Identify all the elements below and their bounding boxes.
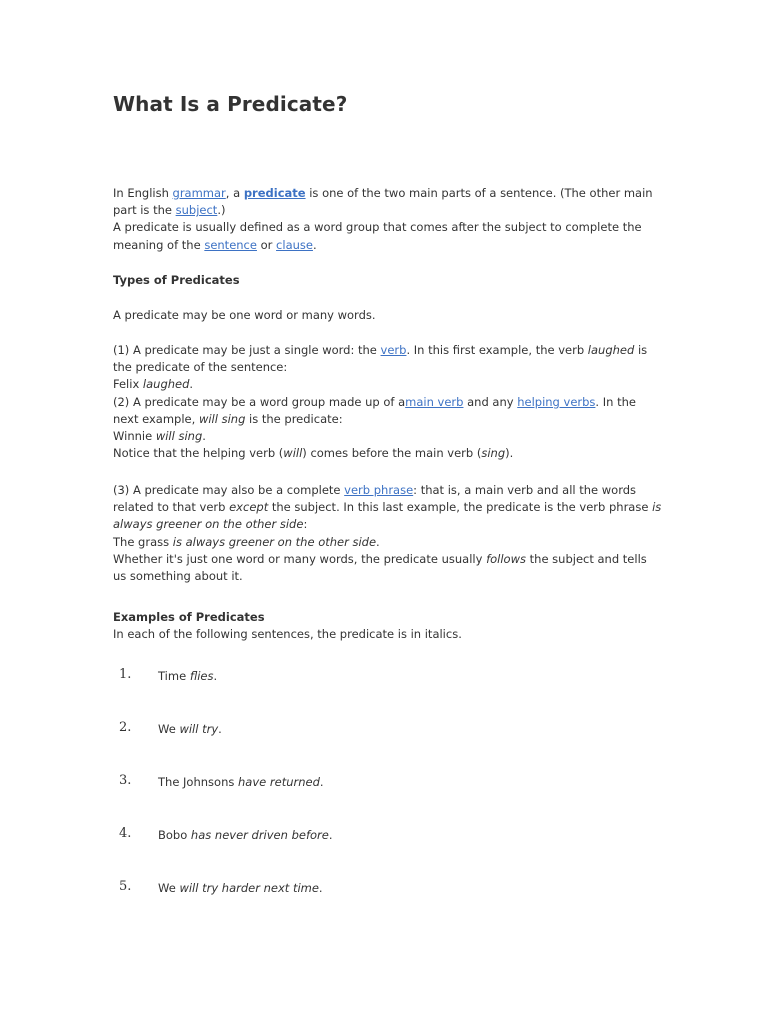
intro-paragraph-2: A predicate is usually defined as a word group that comes after the subject to complete the meaning of the sentence or clause. — [113, 220, 642, 252]
subject-link[interactable]: subject — [175, 203, 218, 218]
example-number: 2. — [119, 720, 132, 735]
example-item — [113, 720, 663, 740]
example-predicate: will try harder next time — [179, 881, 319, 895]
example-number: 5. — [119, 879, 132, 894]
type-1-text: (1) A predicate may be just a single word: the verb. In this first example, the verb laughed is the predicate of the sentence: — [113, 343, 648, 375]
grammar-link[interactable]: grammar — [172, 186, 226, 200]
types-heading: Types of Predicates — [113, 273, 240, 287]
example-number: 3. — [119, 773, 132, 788]
sentence-link[interactable]: sentence — [204, 237, 257, 252]
clause-link[interactable]: clause — [276, 237, 313, 252]
verb-link[interactable]: verb — [380, 343, 407, 357]
example-sentence: We will try. — [158, 722, 222, 736]
intro-paragraph-1: In English grammar, a predicate is one of the two main parts of a sentence. (The other main part is the subject.) — [113, 186, 653, 218]
type-3-section — [113, 482, 663, 585]
type-2-text: (2) A predicate may be a word group made up of amain verb and any helping verbs. In the next example, will sing is the predicate: — [113, 394, 636, 426]
types-intro: A predicate may be one word or many words. — [113, 308, 376, 322]
example-number: 1. — [119, 667, 132, 682]
intro-section — [113, 185, 663, 254]
main-verb-link[interactable]: main verb — [405, 394, 464, 409]
example-item — [113, 879, 663, 899]
type-3-text: (3) A predicate may also be a complete verb phrase: that is, a main verb and all the words related to that verb except the subject. In this last example, the predicate is the verb phrase is always greener on the other side: — [113, 483, 662, 532]
verb-phrase-link[interactable]: verb phrase — [344, 483, 414, 497]
examples-heading: Examples of Predicates — [113, 610, 265, 624]
example-item — [113, 773, 663, 793]
type-1-section — [113, 342, 663, 462]
type-3-summary: Whether it's just one word or many words, the predicate usually follows the subject and tells us something about it. — [113, 551, 647, 584]
example-sentence: Time flies. — [158, 669, 218, 683]
type-2-note: Notice that the helping verb (will) comes before the main verb (sing). — [113, 446, 514, 461]
example-predicate: flies — [189, 669, 214, 683]
example-item — [113, 826, 663, 846]
type-1-example: Felix laughed. — [113, 377, 194, 392]
examples-intro: In each of the following sentences, the predicate is in italics. — [113, 627, 462, 641]
example-sentence: Bobo has never driven before. — [158, 828, 333, 842]
example-predicate: has never driven before — [190, 828, 329, 842]
predicate-link[interactable]: predicate — [243, 186, 306, 200]
example-item — [113, 667, 663, 687]
type-3-example: The grass is always greener on the other side. — [113, 534, 380, 549]
example-predicate: will try — [179, 722, 219, 736]
type-2-example: Winnie will sing. — [113, 429, 206, 444]
example-predicate: have returned — [238, 775, 320, 789]
example-sentence: The Johnsons have returned. — [158, 775, 324, 789]
helping-verbs-link[interactable]: helping verbs — [517, 394, 596, 409]
example-sentence: We will try harder next time. — [158, 881, 323, 895]
example-number: 4. — [119, 826, 132, 841]
page-title: What Is a Predicate? — [113, 92, 348, 116]
